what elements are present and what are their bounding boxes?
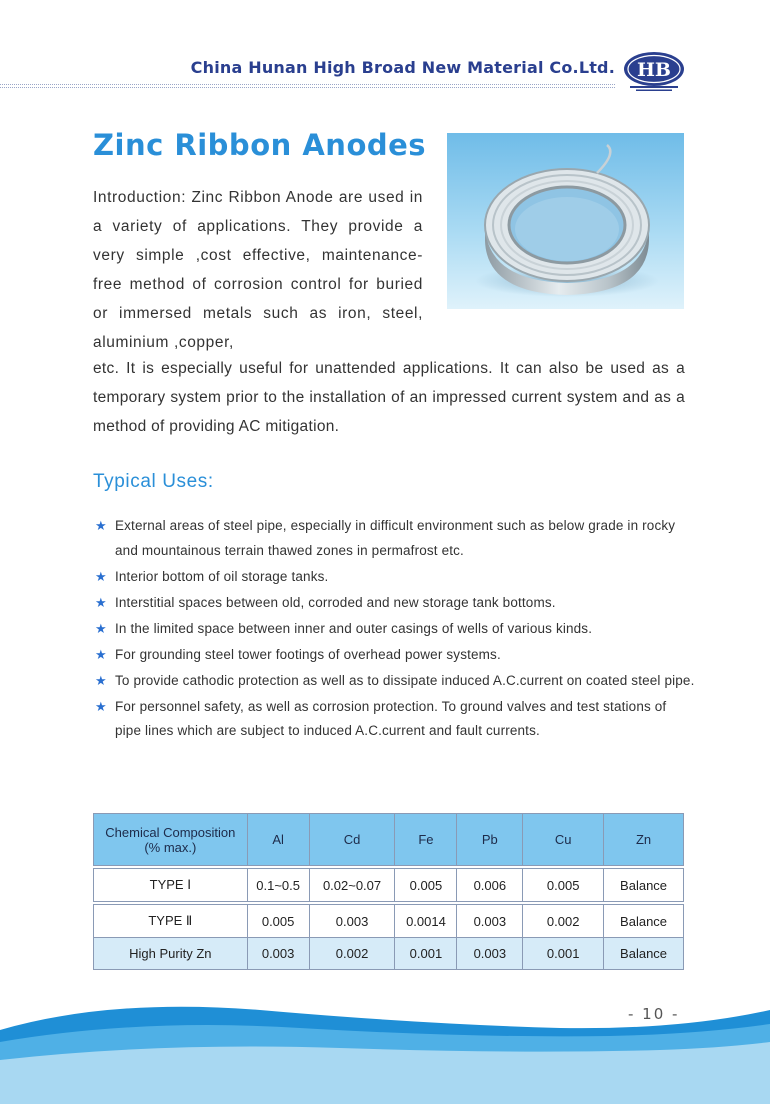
table-cell: 0.1~0.5	[247, 869, 309, 902]
table-header-cell: Pb	[457, 814, 523, 866]
typical-uses-list	[95, 514, 695, 745]
table-cell: Balance	[604, 905, 684, 938]
typical-uses-heading: Typical Uses:	[93, 471, 214, 492]
star-icon: ★	[95, 568, 107, 584]
table-cell: 0.003	[247, 938, 309, 970]
table-header-cell: Cd	[309, 814, 395, 866]
zinc-ribbon-coil-image	[447, 133, 684, 309]
list-item: ★ For grounding steel tower footings of overhead power systems.	[95, 643, 695, 668]
logo-text: HB	[636, 59, 672, 81]
table-cell: 0.003	[457, 938, 523, 970]
chemical-composition-table	[93, 813, 684, 970]
table-cell: 0.0014	[395, 905, 457, 938]
list-item: ★ To provide cathodic protection as well as to dissipate induced A.C.current on coated steel pipe.	[95, 669, 695, 694]
table-cell: 0.002	[523, 905, 604, 938]
star-icon: ★	[95, 594, 107, 610]
introduction-text: Introduction: Zinc Ribbon Anode are used in a variety of applications. They provide a very simple ,cost effective, maintenance-free method of corrosion control for buried or immersed metals such as iron, steel, aluminium ,copper,	[93, 189, 423, 351]
page-number: - 10 -	[628, 1005, 680, 1023]
company-logo	[622, 50, 686, 92]
company-name: China Hunan High Broad New Material Co.Ltd.	[190, 58, 615, 77]
list-item: ★ Interior bottom of oil storage tanks.	[95, 565, 695, 590]
page-title: Zinc Ribbon Anodes	[93, 128, 427, 162]
table-row-label: TYPE Ⅰ	[94, 869, 248, 902]
table-cell: Balance	[604, 869, 684, 902]
table-cell: Balance	[604, 938, 684, 970]
star-icon: ★	[95, 672, 107, 688]
table-header-cell: Zn	[604, 814, 684, 866]
star-icon: ★	[95, 620, 107, 636]
footer-wave-decoration	[0, 980, 770, 1104]
table-cell: 0.001	[523, 938, 604, 970]
table-cell: 0.005	[247, 905, 309, 938]
table-cell: 0.02~0.07	[309, 869, 395, 902]
table-header-cell: Chemical Composition (% max.)	[94, 814, 248, 866]
header-divider	[0, 84, 615, 88]
table-cell: 0.005	[395, 869, 457, 902]
table-row-label: TYPE Ⅱ	[94, 905, 248, 938]
introduction-text-continued: etc. It is especially useful for unattended applications. It can also be used as a temporary system prior to the installation of an impressed current system and as a method of providing AC mitigation.	[93, 360, 685, 435]
table-header-cell: Al	[247, 814, 309, 866]
list-item: ★ Interstitial spaces between old, corroded and new storage tank bottoms.	[95, 591, 695, 616]
star-icon: ★	[95, 698, 107, 714]
table-cell: 0.006	[457, 869, 523, 902]
table-row	[94, 869, 684, 902]
list-item: ★ For personnel safety, as well as corrosion protection. To ground valves and test stations of pipe lines which are subject to induced A.C.current and fault currents.	[95, 695, 695, 744]
table-cell: 0.005	[523, 869, 604, 902]
list-item: ★ In the limited space between inner and outer casings of wells of various kinds.	[95, 617, 695, 642]
star-icon: ★	[95, 518, 107, 533]
table-row	[94, 905, 684, 938]
list-item: ★ External areas of steel pipe, especially in difficult environment such as below grade in rocky and mountainous terrain thawed zones in permafrost etc.	[95, 514, 695, 563]
table-cell: 0.001	[395, 938, 457, 970]
table-cell: 0.003	[309, 905, 395, 938]
table-cell: 0.002	[309, 938, 395, 970]
table-header-cell: Fe	[395, 814, 457, 866]
table-row	[94, 938, 684, 970]
table-header-cell: Cu	[523, 814, 604, 866]
table-cell: 0.003	[457, 905, 523, 938]
table-header-row	[94, 814, 684, 866]
table-row-label: High Purity Zn	[94, 938, 248, 970]
star-icon: ★	[95, 646, 107, 662]
